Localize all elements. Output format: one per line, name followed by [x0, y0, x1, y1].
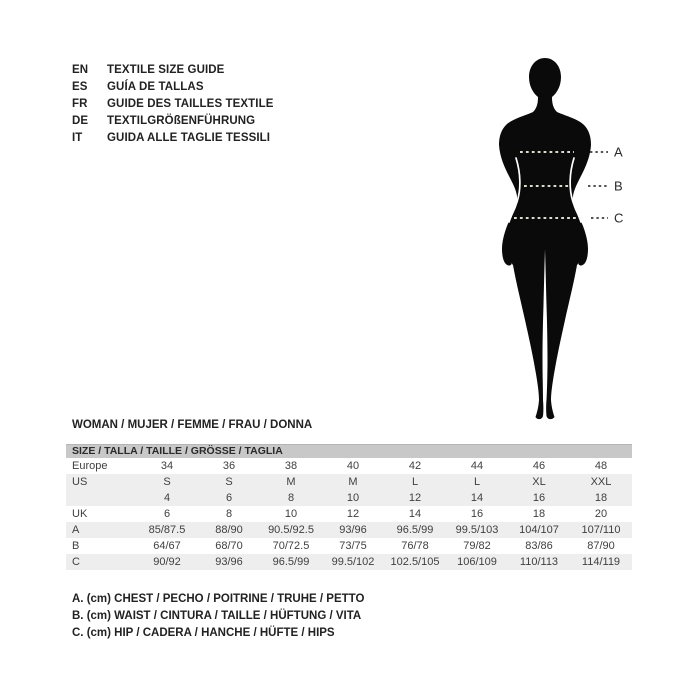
language-label: GUÍA DE TALLAS — [107, 81, 204, 93]
table-cell: XXL — [590, 476, 612, 488]
table-cell: 90/92 — [153, 556, 181, 568]
table-cell: 6 — [225, 492, 233, 504]
section-title-woman: WOMAN / MUJER / FEMME / FRAU / DONNA — [72, 419, 313, 431]
legend-waist: B. (cm) WAIST / CINTURA / TAILLE / HÜFTUNG / VITA — [72, 610, 362, 622]
table-cell: 12 — [408, 492, 422, 504]
table-cell: 102.5/105 — [390, 556, 440, 568]
chest-label: A — [614, 144, 623, 160]
size-table — [66, 444, 632, 570]
table-cell: 42 — [408, 460, 422, 472]
table-cell: 38 — [284, 460, 298, 472]
table-cell: 83/86 — [525, 540, 553, 552]
table-cell: 104/107 — [519, 524, 559, 536]
table-cell: 73/75 — [339, 540, 367, 552]
table-cell: 76/78 — [401, 540, 429, 552]
hip-label: C — [614, 210, 624, 226]
language-row-fr — [72, 96, 274, 113]
row-label: UK — [72, 508, 88, 520]
table-cell: 12 — [346, 508, 360, 520]
language-label: TEXTILE SIZE GUIDE — [107, 64, 225, 76]
table-cell: 93/96 — [339, 524, 367, 536]
legend-hip: C. (cm) HIP / CADERA / HANCHE / HÜFTE / HIPS — [72, 627, 335, 639]
table-row — [66, 522, 632, 538]
table-cell: 106/109 — [457, 556, 497, 568]
table-cell: M — [348, 476, 358, 488]
table-cell: 4 — [163, 492, 171, 504]
table-cell: S — [225, 476, 233, 488]
table-cell: 96.5/99 — [396, 524, 434, 536]
table-cell: 64/67 — [153, 540, 181, 552]
language-code: DE — [72, 115, 89, 127]
waist-label: B — [614, 178, 623, 194]
table-cell: 99.5/103 — [455, 524, 499, 536]
table-cell: 110/113 — [519, 556, 559, 568]
table-cell: 44 — [470, 460, 484, 472]
row-label: Europe — [72, 460, 108, 472]
table-cell: 114/119 — [581, 556, 621, 568]
table-cell: 90.5/92.5 — [268, 524, 314, 536]
table-cell: M — [286, 476, 296, 488]
language-code: EN — [72, 64, 89, 76]
row-label: B — [72, 540, 80, 552]
table-cell: 16 — [470, 508, 484, 520]
measurement-legend — [72, 591, 364, 642]
table-cell: 14 — [408, 508, 422, 520]
table-cell: 10 — [346, 492, 360, 504]
row-label: A — [72, 524, 80, 536]
table-cell: 18 — [594, 492, 608, 504]
language-row-de — [72, 113, 274, 130]
language-row-es — [72, 79, 274, 96]
table-cell: 6 — [163, 508, 171, 520]
table-cell: L — [473, 476, 481, 488]
table-row — [66, 490, 632, 506]
table-cell: 46 — [532, 460, 546, 472]
table-cell: 36 — [222, 460, 236, 472]
woman-silhouette-figure — [490, 50, 670, 430]
table-cell: 107/110 — [581, 524, 621, 536]
table-cell: 14 — [470, 492, 484, 504]
table-row — [66, 538, 632, 554]
table-cell: 85/87.5 — [148, 524, 186, 536]
table-cell: S — [163, 476, 171, 488]
table-cell: 88/90 — [215, 524, 243, 536]
language-row-it — [72, 130, 274, 147]
table-row — [66, 474, 632, 490]
language-label: GUIDA ALLE TAGLIE TESSILI — [107, 132, 271, 144]
table-cell: 79/82 — [463, 540, 491, 552]
language-label: GUIDE DES TAILLES TEXTILE — [107, 98, 274, 110]
table-cell: 93/96 — [215, 556, 243, 568]
table-cell: 48 — [594, 460, 608, 472]
woman-body-silhouette — [499, 58, 591, 419]
language-code: FR — [72, 98, 88, 110]
table-cell: 20 — [594, 508, 608, 520]
language-list — [72, 62, 274, 147]
table-cell: 8 — [225, 508, 233, 520]
table-cell: 70/72.5 — [272, 540, 310, 552]
language-row-en — [72, 62, 274, 79]
table-row — [66, 458, 632, 474]
row-label: US — [72, 476, 88, 488]
table-cell: XL — [532, 476, 546, 488]
row-label: C — [72, 556, 80, 568]
size-table-body — [66, 458, 632, 570]
table-row — [66, 506, 632, 522]
table-cell: 18 — [532, 508, 546, 520]
table-cell: 96.5/99 — [272, 556, 310, 568]
table-cell: 10 — [284, 508, 298, 520]
language-code: ES — [72, 81, 88, 93]
table-cell: 16 — [532, 492, 546, 504]
table-cell: 34 — [160, 460, 174, 472]
table-cell: 40 — [346, 460, 360, 472]
table-cell: L — [411, 476, 419, 488]
table-cell: 68/70 — [215, 540, 243, 552]
table-row — [66, 554, 632, 570]
legend-chest: A. (cm) CHEST / PECHO / POITRINE / TRUHE / PETTO — [72, 593, 365, 605]
language-code: IT — [72, 132, 83, 144]
table-cell: 87/90 — [587, 540, 615, 552]
language-label: TEXTILGRÖßENFÜHRUNG — [107, 115, 256, 127]
table-cell: 8 — [287, 492, 295, 504]
table-cell: 99.5/102 — [331, 556, 375, 568]
size-table-header: SIZE / TALLA / TAILLE / GRÖSSE / TAGLIA — [66, 444, 632, 458]
